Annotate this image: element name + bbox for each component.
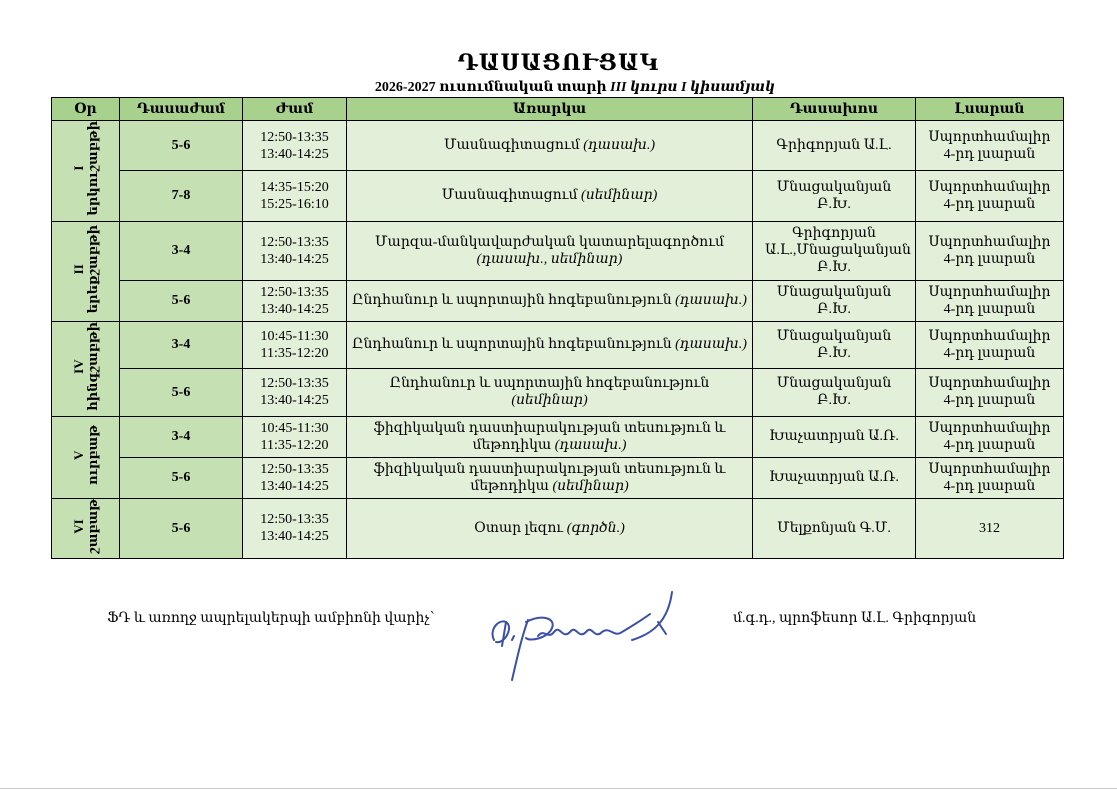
- day-cell-friday: [52, 416, 120, 498]
- room-cell: Սպորտհամալիր 4-րդ լսարան: [916, 457, 1064, 498]
- subject-cell: [347, 498, 753, 559]
- time-cell: [243, 321, 347, 368]
- subject-name: Մարզա-մանկավարժական կատարելագործում: [374, 234, 724, 250]
- day-label: I երկուշաբթի: [70, 121, 100, 216]
- subject-cell: [347, 280, 753, 321]
- subject-type: (դասախ.): [583, 138, 656, 154]
- room-cell: 312: [916, 498, 1064, 559]
- time-start: 12:50-13:35: [260, 376, 329, 392]
- header-time: Ժամ: [243, 98, 347, 121]
- subject-name: Ընդհանուր և սպորտային հոգեբանություն: [389, 376, 710, 392]
- page-subtitle: [0, 79, 1117, 96]
- time-end: 13:40-14:25: [260, 146, 329, 162]
- footer-signatory: մ.գ.դ., պրոֆեսոր Ա.Լ. Գրիգորյան: [733, 611, 977, 626]
- time-cell: [243, 121, 347, 171]
- subject-name: Օտար լեզու: [474, 520, 564, 536]
- subject-type: (դասախ.): [554, 437, 627, 453]
- header-subject: Առարկա: [347, 98, 753, 121]
- footer-position-label: ՖԴ և առողջ ապրելակերպի ամբիոնի վարիչ՝: [107, 611, 435, 626]
- time-cell: [243, 457, 347, 498]
- pair-cell: 5-6: [120, 457, 243, 498]
- schedule-table: [51, 97, 1064, 559]
- room-cell: Սպորտհամալիր 4-րդ լսարան: [916, 121, 1064, 171]
- pair-cell: 3-4: [120, 321, 243, 368]
- header-room: Լսարան: [916, 98, 1064, 121]
- subject-type: (դասախ.): [675, 337, 747, 353]
- pair-cell: 5-6: [120, 280, 243, 321]
- time-cell: [243, 498, 347, 559]
- time-end: 13:40-14:25: [260, 393, 329, 409]
- table-row: [52, 121, 1064, 171]
- table-header-row: [52, 98, 1064, 121]
- lecturer-cell: Գրիգորյան Ա.Լ.: [753, 121, 916, 171]
- pair-cell: 5-6: [120, 369, 243, 416]
- time-cell: [243, 280, 347, 321]
- day-cell-tuesday: [52, 221, 120, 321]
- day-cell-saturday: [52, 498, 120, 559]
- time-cell: [243, 221, 347, 280]
- day-cell-monday: [52, 121, 120, 222]
- time-end: 11:35-12:20: [260, 437, 329, 453]
- pair-cell: 5-6: [120, 121, 243, 171]
- room-cell: Սպորտհամալիր 4-րդ լսարան: [916, 416, 1064, 457]
- day-label: V ուրբաթ: [70, 424, 100, 485]
- subject-cell: [347, 171, 753, 221]
- subject-cell: [347, 457, 753, 498]
- time-start: 14:35-15:20: [260, 179, 329, 195]
- header-pair: Դասաժամ: [120, 98, 243, 121]
- subtitle-course: III կուրս I կիսամյակ: [610, 80, 776, 95]
- subject-cell: [347, 321, 753, 368]
- day-cell-thursday: [52, 321, 120, 416]
- pair-cell: 3-4: [120, 221, 243, 280]
- subject-type: (սեմինար): [511, 393, 588, 409]
- lecturer-cell: Մնացականյան Բ.Խ.: [753, 369, 916, 416]
- subtitle-year: 2026-2027 ուսումնական տարի: [374, 80, 607, 95]
- time-end: 11:35-12:20: [260, 345, 329, 361]
- subject-name: Ընդհանուր և սպորտային հոգեբանություն: [352, 337, 672, 353]
- table-row: [52, 416, 1064, 457]
- subject-cell: [347, 416, 753, 457]
- subject-type: (սեմինար): [581, 188, 658, 204]
- table-row: [52, 221, 1064, 280]
- table-row: [52, 321, 1064, 368]
- lecturer-cell: Մնացականյան Բ.Խ.: [753, 280, 916, 321]
- subject-type: (դասախ.): [675, 293, 747, 309]
- table-row: [52, 280, 1064, 321]
- subject-name: ֆիզիկական դաստիարակության տեսություն և մեթոդիկա: [373, 420, 726, 453]
- lecturer-cell: Գրիգորյան Ա.Լ.,Մնացականյան Բ.Խ.: [753, 221, 916, 280]
- pair-cell: 7-8: [120, 171, 243, 221]
- time-start: 12:50-13:35: [260, 284, 329, 300]
- time-cell: [243, 416, 347, 457]
- table-row: [52, 457, 1064, 498]
- subject-type: (դասախ., սեմինար): [476, 251, 623, 267]
- subject-name: ֆիզիկական դաստիարակության տեսություն և մեթոդիկա: [373, 461, 726, 494]
- pair-cell: 3-4: [120, 416, 243, 457]
- lecturer-cell: Մելքոնյան Գ.Մ.: [753, 498, 916, 559]
- table-row: [52, 171, 1064, 221]
- day-label: II երեքշաբթի: [70, 224, 100, 313]
- subject-type: (սեմինար): [552, 478, 629, 494]
- time-start: 10:45-11:30: [260, 328, 329, 344]
- subject-type: (գործն.): [566, 520, 625, 536]
- subject-cell: [347, 369, 753, 416]
- handwritten-signature: [482, 588, 682, 688]
- day-label: IV հինգշաբթի: [70, 321, 100, 411]
- time-end: 15:25-16:10: [260, 196, 329, 212]
- day-label: VI շաբաթ: [70, 498, 100, 554]
- room-cell: Սպորտհամալիր 4-րդ լսարան: [916, 221, 1064, 280]
- time-start: 10:45-11:30: [260, 420, 329, 436]
- page-bottom-rule: [0, 788, 1117, 789]
- subject-name: Մասնագիտացում: [443, 138, 580, 154]
- time-start: 12:50-13:35: [260, 129, 329, 145]
- time-cell: [243, 369, 347, 416]
- time-end: 13:40-14:25: [260, 301, 329, 317]
- room-cell: Սպորտհամալիր 4-րդ լսարան: [916, 369, 1064, 416]
- header-lecturer: Դասախոս: [753, 98, 916, 121]
- time-end: 13:40-14:25: [260, 478, 329, 494]
- time-end: 13:40-14:25: [260, 251, 329, 267]
- time-start: 12:50-13:35: [260, 234, 329, 250]
- subject-name: Մասնագիտացում: [441, 188, 578, 204]
- lecturer-cell: Խաչատրյան Ա.Ռ.: [753, 416, 916, 457]
- time-start: 12:50-13:35: [260, 461, 329, 477]
- lecturer-cell: Մնացականյան Բ.Խ.: [753, 321, 916, 368]
- table-row: [52, 498, 1064, 559]
- time-cell: [243, 171, 347, 221]
- subject-name: Ընդհանուր և սպորտային հոգեբանություն: [352, 293, 672, 309]
- lecturer-cell: Խաչատրյան Ա.Ռ.: [753, 457, 916, 498]
- subject-cell: [347, 121, 753, 171]
- header-day: Օր: [52, 98, 120, 121]
- subject-cell: [347, 221, 753, 280]
- time-end: 13:40-14:25: [260, 529, 329, 545]
- time-start: 12:50-13:35: [260, 512, 329, 528]
- room-cell: Սպորտհամալիր 4-րդ լսարան: [916, 171, 1064, 221]
- room-cell: Սպորտհամալիր 4-րդ լսարան: [916, 321, 1064, 368]
- table-row: [52, 369, 1064, 416]
- room-cell: Սպորտհամալիր 4-րդ լսարան: [916, 280, 1064, 321]
- lecturer-cell: Մնացականյան Բ.Խ.: [753, 171, 916, 221]
- page-title: ԴԱՍԱՑՈՒՑԱԿ: [457, 50, 660, 75]
- pair-cell: 5-6: [120, 498, 243, 559]
